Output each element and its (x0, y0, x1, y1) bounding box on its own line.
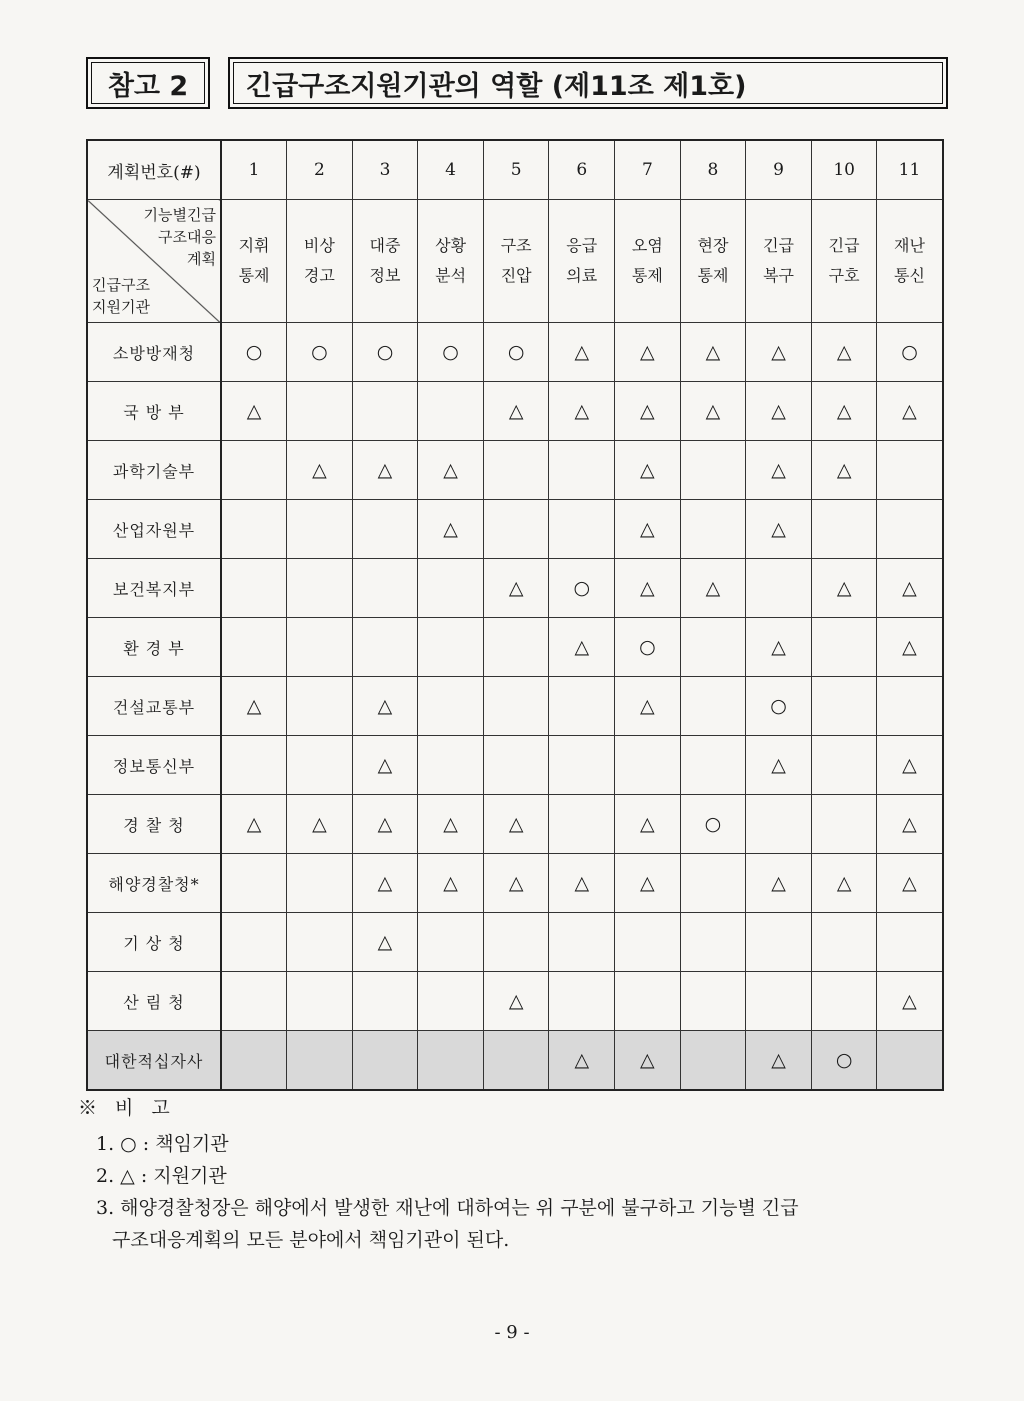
role-mark-cell: △ (811, 854, 877, 913)
role-mark-cell: △ (680, 559, 746, 618)
role-mark-cell (746, 972, 812, 1031)
plan-number-cell: 5 (483, 140, 549, 200)
role-mark-cell (221, 559, 287, 618)
table-row (87, 913, 943, 972)
role-mark-cell (680, 736, 746, 795)
role-mark-cell: △ (221, 677, 287, 736)
role-mark-cell: △ (877, 795, 943, 854)
role-mark-cell (483, 441, 549, 500)
role-mark-cell (549, 972, 615, 1031)
role-mark-cell (418, 1031, 484, 1091)
agency-name: 국 방 부 (87, 382, 221, 441)
role-mark-cell (877, 1031, 943, 1091)
role-mark-cell (483, 677, 549, 736)
notes-section (78, 1092, 958, 1256)
function-header-cell: 긴급 복구 (746, 200, 812, 323)
role-mark-cell: △ (680, 323, 746, 382)
role-mark-cell (418, 736, 484, 795)
function-header-cell: 오염 통제 (615, 200, 681, 323)
role-mark-cell: △ (549, 1031, 615, 1091)
role-mark-cell: ○ (680, 795, 746, 854)
role-mark-cell: △ (877, 972, 943, 1031)
note-item: 1. ○ : 책임기관 (96, 1133, 229, 1155)
role-mark-cell: △ (746, 500, 812, 559)
table-row (87, 795, 943, 854)
page-title: 긴급구조지원기관의 역할 (제11조 제1호) (228, 57, 948, 109)
role-mark-cell (287, 913, 353, 972)
plan-number-header: 계획번호(#) (87, 140, 221, 200)
diagonal-header-cell (87, 200, 221, 323)
role-mark-cell: △ (287, 795, 353, 854)
role-mark-cell: △ (483, 854, 549, 913)
role-mark-cell: △ (615, 382, 681, 441)
role-mark-cell (680, 677, 746, 736)
role-mark-cell: △ (549, 323, 615, 382)
diagonal-header-bottom: 긴급구조 지원기관 (92, 276, 150, 316)
table-row (87, 323, 943, 382)
title-row (86, 57, 948, 113)
role-mark-cell (746, 913, 812, 972)
role-mark-cell: △ (615, 1031, 681, 1091)
table-row (87, 500, 943, 559)
role-mark-cell: △ (615, 500, 681, 559)
diagonal-header-top: 기능별긴급 구조대응 계획 (143, 206, 216, 268)
role-mark-cell (811, 677, 877, 736)
role-mark-cell: △ (549, 854, 615, 913)
function-header-cell: 상황 분석 (418, 200, 484, 323)
roles-table (86, 139, 944, 1091)
role-mark-cell: △ (418, 795, 484, 854)
function-row (87, 200, 943, 323)
role-mark-cell (811, 618, 877, 677)
plan-number-cell: 9 (746, 140, 812, 200)
plan-number-cell: 11 (877, 140, 943, 200)
agency-name: 과학기술부 (87, 441, 221, 500)
role-mark-cell: △ (221, 795, 287, 854)
agency-name: 소방방재청 (87, 323, 221, 382)
role-mark-cell (549, 913, 615, 972)
role-mark-cell: ○ (352, 323, 418, 382)
role-mark-cell (483, 913, 549, 972)
role-mark-cell (680, 1031, 746, 1091)
agency-name: 산 림 청 (87, 972, 221, 1031)
role-mark-cell (418, 913, 484, 972)
function-header-cell: 지휘 통제 (221, 200, 287, 323)
role-mark-cell (287, 677, 353, 736)
role-mark-cell: △ (877, 736, 943, 795)
role-mark-cell: △ (352, 441, 418, 500)
agency-name: 건설교통부 (87, 677, 221, 736)
role-mark-cell (549, 441, 615, 500)
role-mark-cell (811, 500, 877, 559)
agency-name: 대한적십자사 (87, 1031, 221, 1091)
role-mark-cell (811, 913, 877, 972)
role-mark-cell: ○ (287, 323, 353, 382)
role-mark-cell (483, 618, 549, 677)
agency-name: 보건복지부 (87, 559, 221, 618)
note-item: 3. 해양경찰청장은 해양에서 발생한 재난에 대하여는 위 구분에 불구하고 기능별 긴급 (96, 1197, 799, 1219)
role-mark-cell (287, 559, 353, 618)
function-header-cell: 대중 정보 (352, 200, 418, 323)
role-mark-cell: △ (352, 854, 418, 913)
function-header-cell: 응급 의료 (549, 200, 615, 323)
plan-number-cell: 7 (615, 140, 681, 200)
role-mark-cell (221, 500, 287, 559)
agency-name: 산업자원부 (87, 500, 221, 559)
agency-name: 기 상 청 (87, 913, 221, 972)
role-mark-cell: △ (877, 559, 943, 618)
role-mark-cell: ○ (221, 323, 287, 382)
agency-name: 환 경 부 (87, 618, 221, 677)
role-mark-cell: △ (549, 618, 615, 677)
role-mark-cell (287, 500, 353, 559)
role-mark-cell (352, 618, 418, 677)
page-number: - 9 - (494, 1322, 530, 1343)
table-row (87, 618, 943, 677)
role-mark-cell (680, 854, 746, 913)
table-row (87, 382, 943, 441)
role-mark-cell (287, 854, 353, 913)
role-mark-cell: △ (615, 854, 681, 913)
role-mark-cell (418, 382, 484, 441)
role-mark-cell: △ (352, 795, 418, 854)
plan-number-cell: 6 (549, 140, 615, 200)
role-mark-cell (352, 382, 418, 441)
role-mark-cell (746, 795, 812, 854)
note-item: 2. △ : 지원기관 (96, 1165, 227, 1187)
role-mark-cell (483, 500, 549, 559)
role-mark-cell: ○ (615, 618, 681, 677)
role-mark-cell (877, 441, 943, 500)
function-header-cell: 재난 통신 (877, 200, 943, 323)
plan-number-cell: 8 (680, 140, 746, 200)
role-mark-cell (746, 559, 812, 618)
role-mark-cell (483, 1031, 549, 1091)
function-header-cell: 비상 경고 (287, 200, 353, 323)
role-mark-cell (680, 618, 746, 677)
role-mark-cell: △ (877, 618, 943, 677)
table-row (87, 677, 943, 736)
role-mark-cell: △ (877, 854, 943, 913)
role-mark-cell: △ (483, 972, 549, 1031)
role-mark-cell (680, 441, 746, 500)
role-mark-cell: △ (811, 441, 877, 500)
role-mark-cell: △ (418, 441, 484, 500)
role-mark-cell (549, 677, 615, 736)
table-row (87, 854, 943, 913)
table-row (87, 972, 943, 1031)
role-mark-cell (287, 618, 353, 677)
role-mark-cell: △ (352, 677, 418, 736)
role-mark-cell (811, 972, 877, 1031)
role-mark-cell (615, 972, 681, 1031)
table-row (87, 559, 943, 618)
role-mark-cell: ○ (746, 677, 812, 736)
role-mark-cell (811, 795, 877, 854)
role-mark-cell (352, 500, 418, 559)
role-mark-cell (418, 559, 484, 618)
role-mark-cell: △ (615, 323, 681, 382)
plan-number-cell: 1 (221, 140, 287, 200)
table-row (87, 441, 943, 500)
role-mark-cell (680, 913, 746, 972)
table-row (87, 1031, 943, 1091)
role-mark-cell (680, 500, 746, 559)
role-mark-cell (221, 736, 287, 795)
role-mark-cell (615, 913, 681, 972)
plan-number-row (87, 140, 943, 200)
role-mark-cell (221, 972, 287, 1031)
role-mark-cell (877, 677, 943, 736)
role-mark-cell (352, 559, 418, 618)
role-mark-cell: △ (418, 854, 484, 913)
role-mark-cell (877, 500, 943, 559)
role-mark-cell: △ (746, 1031, 812, 1091)
agency-name: 정보통신부 (87, 736, 221, 795)
role-mark-cell (811, 736, 877, 795)
role-mark-cell (418, 677, 484, 736)
role-mark-cell: △ (615, 677, 681, 736)
function-header-cell: 현장 통제 (680, 200, 746, 323)
table-row (87, 736, 943, 795)
role-mark-cell (549, 795, 615, 854)
role-mark-cell: △ (287, 441, 353, 500)
role-mark-cell: △ (483, 795, 549, 854)
role-mark-cell (615, 736, 681, 795)
role-mark-cell: △ (746, 382, 812, 441)
role-mark-cell: △ (746, 854, 812, 913)
notes-header: ※ 비 고 (78, 1097, 176, 1119)
role-mark-cell (549, 500, 615, 559)
role-mark-cell: △ (352, 736, 418, 795)
role-mark-cell (418, 618, 484, 677)
role-mark-cell: ○ (418, 323, 484, 382)
role-mark-cell: △ (483, 382, 549, 441)
role-mark-cell: △ (549, 382, 615, 441)
role-mark-cell (352, 1031, 418, 1091)
role-mark-cell: ○ (877, 323, 943, 382)
role-mark-cell: △ (615, 441, 681, 500)
role-mark-cell: ○ (811, 1031, 877, 1091)
role-mark-cell (221, 618, 287, 677)
role-mark-cell (549, 736, 615, 795)
role-mark-cell (680, 972, 746, 1031)
role-mark-cell (418, 972, 484, 1031)
function-header-cell: 긴급 구호 (811, 200, 877, 323)
role-mark-cell (221, 441, 287, 500)
role-mark-cell: △ (221, 382, 287, 441)
role-mark-cell (221, 854, 287, 913)
role-mark-cell: △ (615, 559, 681, 618)
role-mark-cell: △ (418, 500, 484, 559)
note-item-continuation: 구조대응계획의 모든 분야에서 책임기관이 된다. (112, 1229, 510, 1251)
role-mark-cell (287, 1031, 353, 1091)
agency-name: 해양경찰청* (87, 854, 221, 913)
plan-number-cell: 4 (418, 140, 484, 200)
role-mark-cell (221, 913, 287, 972)
role-mark-cell: △ (746, 323, 812, 382)
role-mark-cell (352, 972, 418, 1031)
role-mark-cell (483, 736, 549, 795)
role-mark-cell (221, 1031, 287, 1091)
plan-number-cell: 10 (811, 140, 877, 200)
role-mark-cell: △ (746, 618, 812, 677)
role-mark-cell: △ (811, 559, 877, 618)
role-mark-cell: ○ (549, 559, 615, 618)
role-mark-cell: △ (680, 382, 746, 441)
role-mark-cell (877, 913, 943, 972)
role-mark-cell: △ (811, 382, 877, 441)
plan-number-cell: 2 (287, 140, 353, 200)
plan-number-cell: 3 (352, 140, 418, 200)
role-mark-cell: △ (483, 559, 549, 618)
role-mark-cell (287, 382, 353, 441)
role-mark-cell: △ (746, 441, 812, 500)
role-mark-cell (287, 736, 353, 795)
role-mark-cell: △ (352, 913, 418, 972)
role-mark-cell (287, 972, 353, 1031)
role-mark-cell: △ (877, 382, 943, 441)
function-header-cell: 구조 진압 (483, 200, 549, 323)
agency-name: 경 찰 청 (87, 795, 221, 854)
role-mark-cell: ○ (483, 323, 549, 382)
role-mark-cell: △ (811, 323, 877, 382)
role-mark-cell: △ (615, 795, 681, 854)
role-mark-cell: △ (746, 736, 812, 795)
reference-tag: 참고 2 (86, 57, 210, 109)
